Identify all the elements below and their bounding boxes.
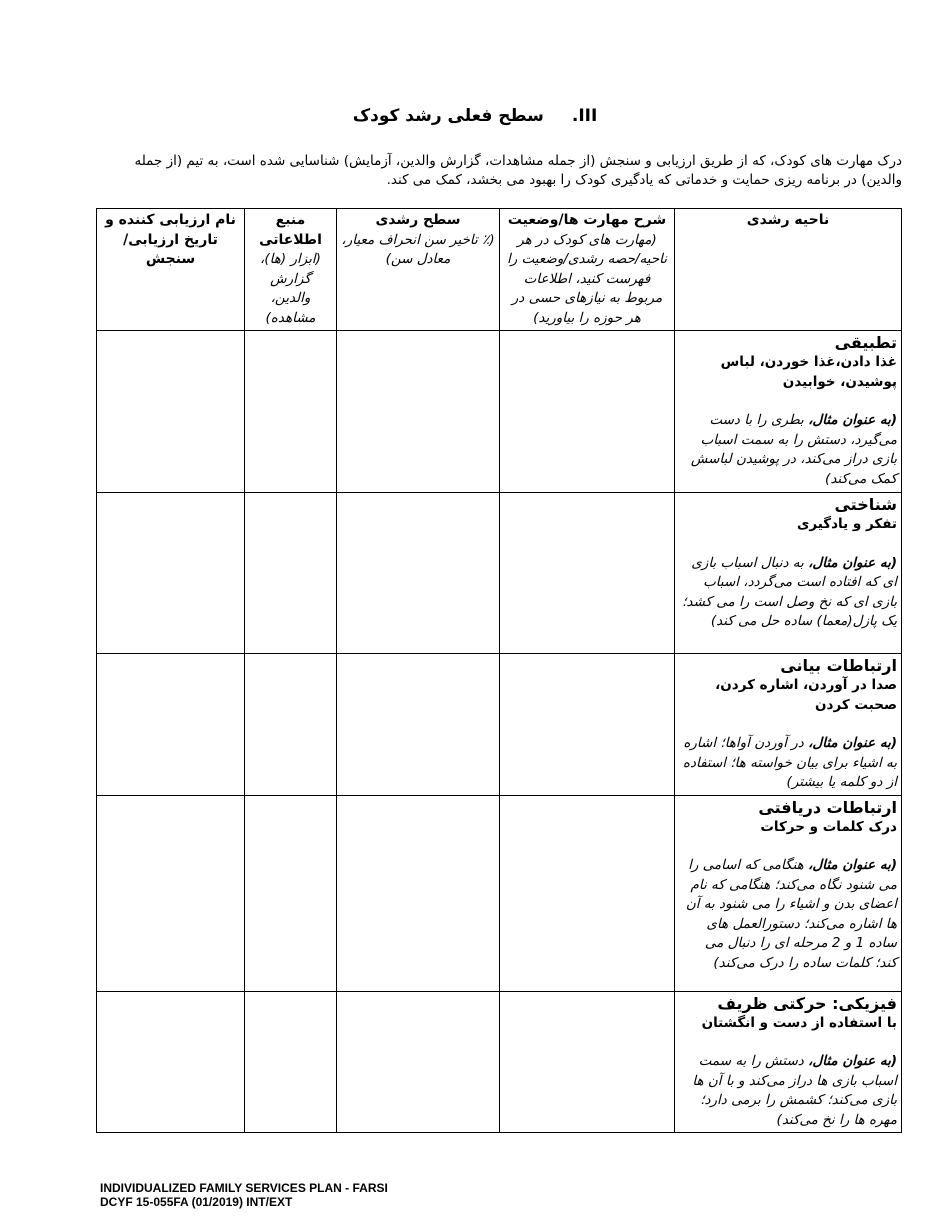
area-cell-fine-motor: فیزیکی: حرکتی ظریف با استفاده از دست و انگشتان (به عنوان مثال، دستش را به سمت اسباب بازی ها دراز می‌کند و با آن ها بازی می‌کند؛ کشمش را برمی دارد؛ مهره ها را نخ می‌کند) xyxy=(675,991,902,1133)
section-title: سطح فعلی رشد کودک xyxy=(352,106,544,126)
evaluator-input-cell[interactable] xyxy=(97,331,245,493)
header-evaluator: نام ارزیابی کننده و تاریخ ارزیابی/سنجش xyxy=(97,209,245,331)
header-row xyxy=(97,209,902,331)
intro-paragraph: درک مهارت های کودک، که از طریق ارزیابی و سنجش (از جمله مشاهدات، گزارش والدین، آزمایش) شناسایی شده است، به تیم (از جمله والدین) در برنامه ریزی حمایت و خدماتی که یادگیری کودک را بهبود می بخشد، کمک می کند. xyxy=(134,153,902,188)
table-row xyxy=(97,493,902,654)
source-input-cell[interactable] xyxy=(245,991,337,1133)
evaluator-input-cell[interactable] xyxy=(97,991,245,1133)
level-input-cell[interactable] xyxy=(337,331,500,493)
source-input-cell[interactable] xyxy=(245,654,337,796)
skills-input-cell[interactable] xyxy=(500,991,675,1133)
skills-input-cell[interactable] xyxy=(500,331,675,493)
header-area: ناحیه رشدی xyxy=(675,209,902,331)
level-input-cell[interactable] xyxy=(337,991,500,1133)
skills-input-cell[interactable] xyxy=(500,654,675,796)
form-footer xyxy=(100,1181,388,1209)
table-row xyxy=(97,795,902,991)
header-level: سطح رشدی (٪ تاخیر سن انحراف معیار، معادل سن) xyxy=(337,209,500,331)
table-row xyxy=(97,331,902,493)
level-input-cell[interactable] xyxy=(337,654,500,796)
source-input-cell[interactable] xyxy=(245,331,337,493)
level-input-cell[interactable] xyxy=(337,795,500,991)
header-source: منبع اطلاعاتی (ابزار (ها)، گزارش والدین، مشاهده) xyxy=(245,209,337,331)
section-heading xyxy=(0,106,950,126)
header-skills: شرح مهارت ها/وضعیت (مهارت های کودک در هر ناحیه/حصه رشدی/وضعیت را فهرست کنید، اطلاعات مربوط به نیازهای حسی در هر حوزه را بیاورید) xyxy=(500,209,675,331)
table-row xyxy=(97,654,902,796)
footer-form-code: DCYF 15-055FA (01/2019) INT/EXT xyxy=(100,1195,293,1209)
table-row xyxy=(97,991,902,1133)
area-cell-cognitive: شناختی تفکر و یادگیری (به عنوان مثال، به دنبال اسباب بازی ای که افتاده است می‌گردد، اسباب بازی ای که نخ وصل است را می کشد؛ یک پازل(معما) ساده حل می کند) xyxy=(675,493,902,654)
development-table xyxy=(96,208,902,1133)
area-cell-adaptive: تطبیقی غذا دادن،غذا خوردن، لباس پوشیدن، خوابیدن (به عنوان مثال، بطری را با دست می‌گیرد، دستش را به سمت اسباب بازی دراز می‌کند، در پوشیدن لباسش کمک می‌کند) xyxy=(675,331,902,493)
evaluator-input-cell[interactable] xyxy=(97,493,245,654)
section-number: III. xyxy=(571,106,598,126)
area-cell-expressive: ارتباطات بیانی صدا در آوردن، اشاره کردن، صحبت کردن (به عنوان مثال، در آوردن آواها؛ اشاره به اشیاء برای بیان خواسته ها؛ استفاده از دو کلمه یا بیشتر) xyxy=(675,654,902,796)
evaluator-input-cell[interactable] xyxy=(97,654,245,796)
evaluator-input-cell[interactable] xyxy=(97,795,245,991)
footer-form-name: INDIVIDUALIZED FAMILY SERVICES PLAN - FARSI xyxy=(100,1181,388,1195)
level-input-cell[interactable] xyxy=(337,493,500,654)
area-cell-receptive: ارتباطات دریافتی درک کلمات و حرکات (به عنوان مثال، هنگامی که اسامی را می شنود نگاه می‌کند؛ هنگامی که نام اعضای بدن و اشیاء را می شنود به آن ها اشاره می‌کند؛ دستورالعمل های ساده 1 و 2 مرحله ای را دنبال می کند؛ کلمات ساده را درک می‌کند) xyxy=(675,795,902,991)
source-input-cell[interactable] xyxy=(245,795,337,991)
skills-input-cell[interactable] xyxy=(500,493,675,654)
skills-input-cell[interactable] xyxy=(500,795,675,991)
source-input-cell[interactable] xyxy=(245,493,337,654)
